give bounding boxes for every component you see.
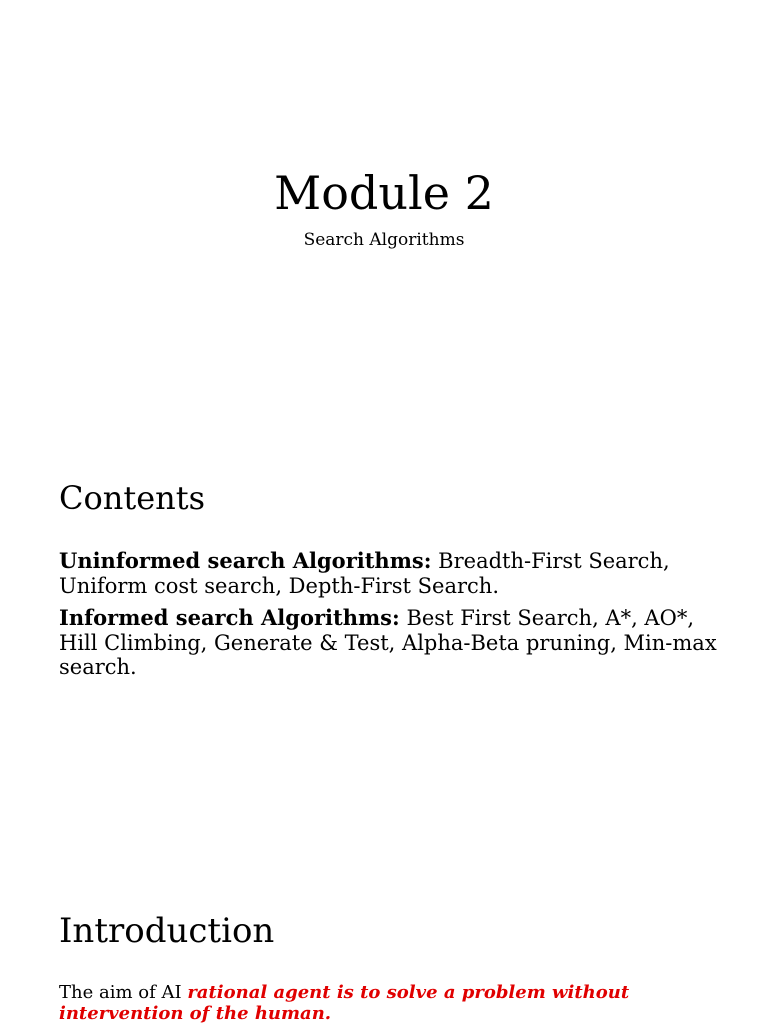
introduction-lead-text: The aim of AI [59,982,188,1003]
module-title: Module 2 [274,166,494,220]
introduction-paragraph [59,982,719,1024]
contents-heading: Contents [59,479,206,517]
uninformed-search-item [59,549,719,598]
introduction-emphasis-text: rational agent is to solve a problem without intervention of the human. [59,982,630,1024]
contents-slide [0,470,768,710]
uninformed-search-text: Breadth-First Search, Uniform cost search, Depth-First Search. [59,549,670,598]
uninformed-search-label: Uninformed search Algorithms: [59,548,432,573]
informed-search-label: Informed search Algorithms: [59,605,400,630]
informed-search-item [59,606,719,680]
informed-search-text: Best First Search, A*, AO*, Hill Climbing, Generate & Test, Alpha-Beta pruning, Min-max search. [59,606,717,679]
introduction-heading: Introduction [59,911,275,951]
title-slide [0,0,768,300]
introduction-slide [0,900,768,1024]
module-subtitle: Search Algorithms [303,230,465,250]
